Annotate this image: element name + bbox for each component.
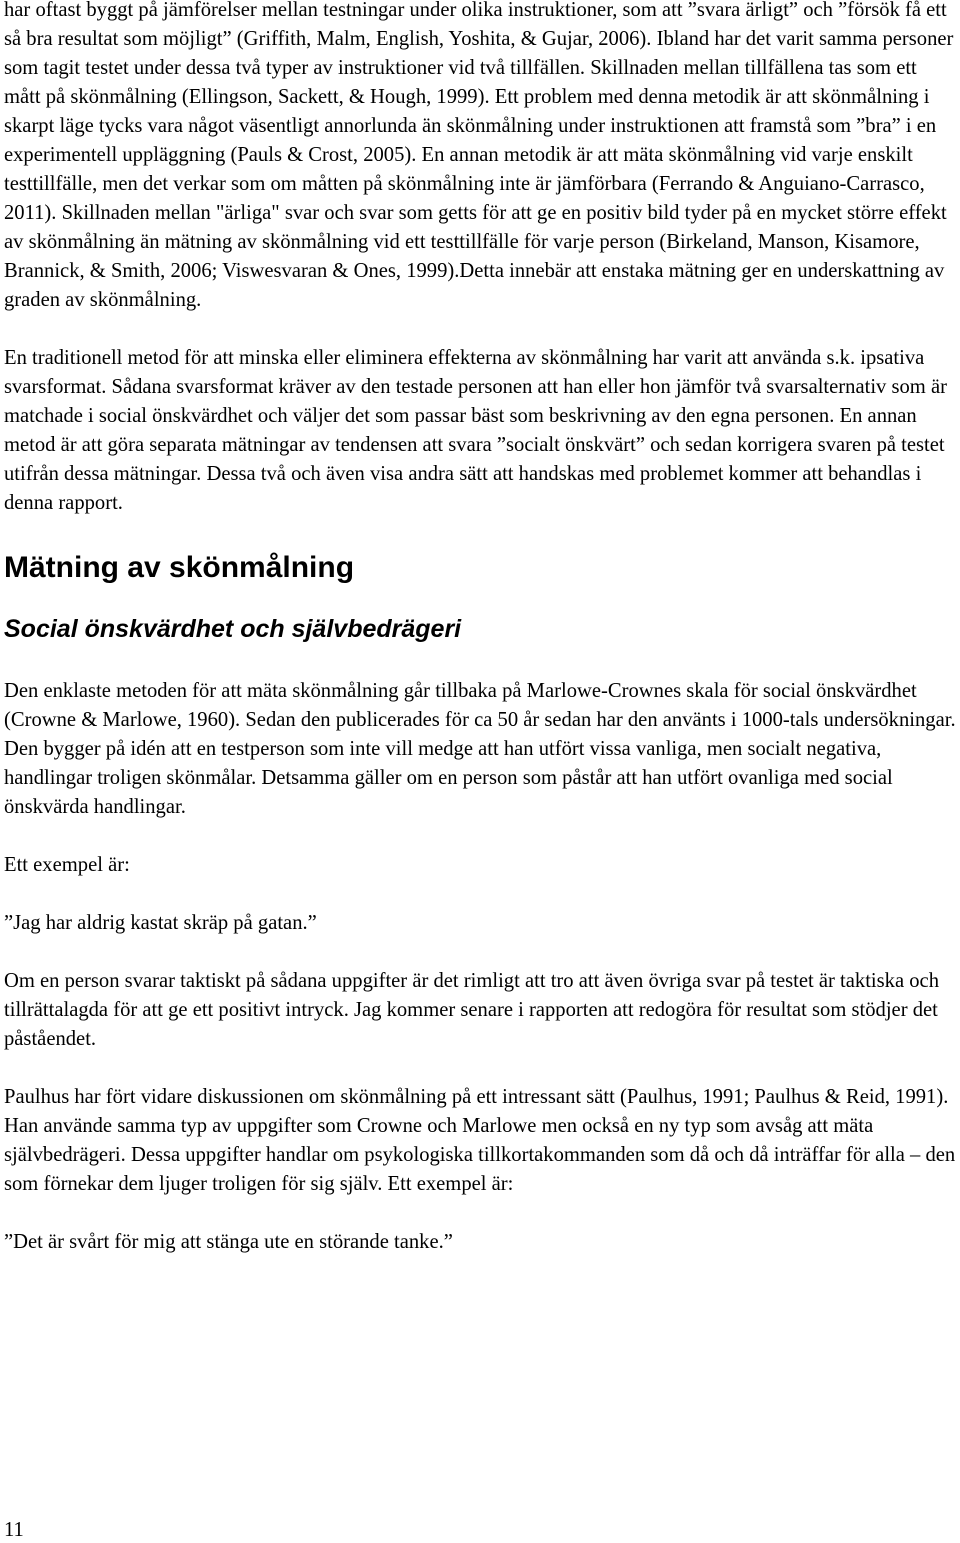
section-heading: Mätning av skönmålning bbox=[4, 551, 355, 584]
example-quote-2: ”Det är svårt för mig att stänga ute en störande tanke.” bbox=[4, 1231, 453, 1253]
page-number: 11 bbox=[4, 1519, 24, 1541]
paragraph-marlowe-crowne: Den enklaste metoden för att mäta skönmålning går tillbaka på Marlowe-Crownes skala för social önskvärdhet (Crowne & Marlowe, 1960). Sedan den publicerades för ca 50 år sedan har den använts i 1000-tals undersökningar. Den bygger på idén att en testperson som inte vill medge att han utfört vissa vanliga, men socialt negativa, handlingar troligen skönmålar. Detsamma gäller om en person som påstår att han utfört ovanliga med social önskvärda handlingar. bbox=[4, 680, 956, 818]
example-quote-1: ”Jag har aldrig kastat skräp på gatan.” bbox=[4, 912, 317, 934]
paragraph-example-intro: Ett exempel är: bbox=[4, 854, 130, 876]
paragraph-tactical-answers: Om en person svarar taktiskt på sådana uppgifter är det rimligt att tro att även övriga svar på testet är taktiska och tillrättalagda för att ge ett positivt intryck. Jag kommer senare i rapporten att redogöra för resultat som stödjer det påståendet. bbox=[4, 970, 939, 1050]
paragraph-ipsative-formats: En traditionell metod för att minska eller eliminera effekterna av skönmålning har varit att använda s.k. ipsativa svarsformat. Sådana svarsformat kräver av den testade personen att han eller hon jämför två svarsalternativ som är matchade i social önskvärdhet och väljer det som passar bäst som beskrivning av den egna personen. En annan metod är att göra separata mätningar av tendensen att svara ”socialt önskvärt” och sedan korrigera svaren på testet utifrån dessa mätningar. Dessa två och även visa andra sätt att handskas med problemet kommer att behandlas i denna rapport. bbox=[4, 347, 947, 514]
subsection-heading: Social önskvärdhet och självbedrägeri bbox=[4, 615, 462, 643]
paragraph-fakability-methods: har oftast byggt på jämförelser mellan testningar under olika instruktioner, som att ”svara ärligt” och ”försök få ett så bra resultat som möjligt” (Griffith, Malm, English, Yoshita, & Gujar, 2006). Ibland har det varit samma personer som tagit testet under dessa två typer av instruktioner vid två tillfällen. Skillnaden mellan tillfällena tas som ett mått på skönmålning (Ellingson, Sackett, & Hough, 1999). Ett problem med denna metodik är att skönmålning i skarpt läge tycks vara något väsentligt annorlunda än skönmålning under instruktionen att framstå som ”bra” i en experimentell uppläggning (Pauls & Crost, 2005). En annan metodik är att mäta skönmålning vid varje enskilt testtillfälle, men det verkar som om måtten på skönmålning inte är jämförbara (Ferrando & Anguiano-Carrasco, 2011). Skillnaden mellan "ärliga" svar och svar som getts för att ge en positiv bild tyder på en mycket större effekt av skönmålning än mätning av skönmålning vid ett testtillfälle för varje person (Birkeland, Manson, Kisamore, Brannick, & Smith, 2006; Viswesvaran & Ones, 1999).Detta innebär att enstaka mätning ger en underskattning av graden av skönmålning. bbox=[4, 0, 954, 311]
paragraph-paulhus: Paulhus har fört vidare diskussionen om skönmålning på ett intressant sätt (Paulhus, 1991; Paulhus & Reid, 1991). Han använde samma typ av uppgifter som Crowne och Marlowe men också en ny typ som avsåg att mäta självbedrägeri. Dessa uppgifter handlar om psykologiska tillkortakommanden som då och då inträffar för alla – den som förnekar dem ljuger troligen för sig själv. Ett exempel är: bbox=[4, 1086, 956, 1195]
